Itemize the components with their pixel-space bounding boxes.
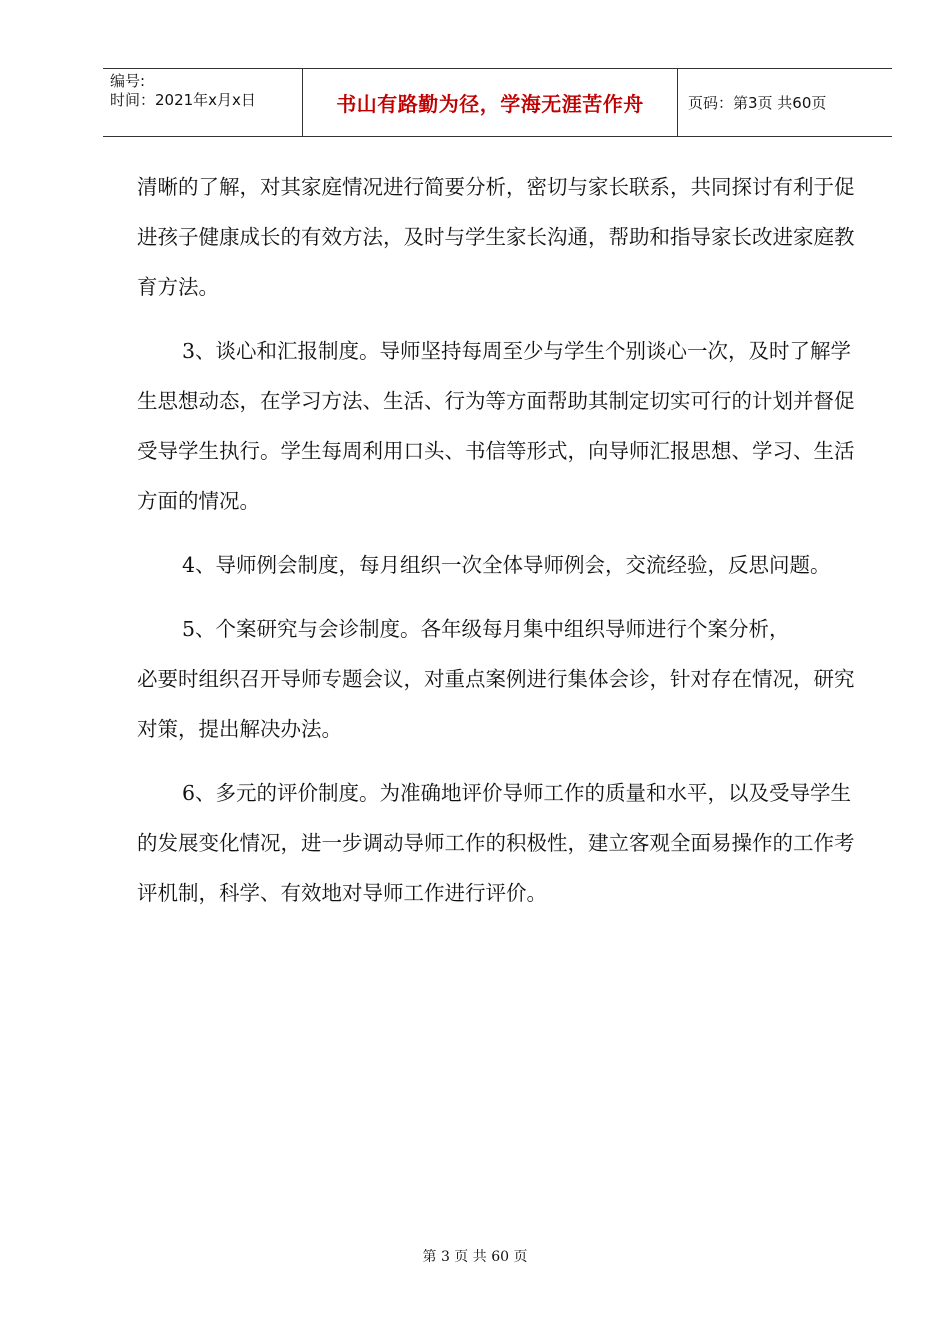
paragraph-4b: 必要时组织召开导师专题会议，对重点案例进行集体会诊，针对存在情况，研究对策，提出解决办法。	[137, 667, 855, 741]
document-body	[137, 162, 859, 918]
paragraph-4a: 5、个案研究与会诊制度。各年级每月集中组织导师进行个案分析，	[182, 617, 790, 641]
paragraph-3: 4、导师例会制度，每月组织一次全体导师例会，交流经验，反思问题。	[182, 553, 831, 577]
header-page-code: 页码：第3页 共60页	[688, 94, 827, 112]
paragraph-5: 6、多元的评价制度。为准确地评价导师工作的质量和水平，以及受导学生的发展变化情况，进一步调动导师工作的积极性，建立客观全面易操作的工作考评机制，科学、有效地对导师工作进行评价。	[137, 781, 855, 905]
header-motto: 书山有路勤为径，学海无涯苦作舟	[303, 69, 678, 136]
paragraph-1: 清晰的了解，对其家庭情况进行简要分析，密切与家长联系，共同探讨有利于促进孩子健康成长的有效方法，及时与学生家长沟通，帮助和指导家长改进家庭教育方法。	[137, 175, 855, 299]
paragraph-2: 3、谈心和汇报制度。导师坚持每周至少与学生个别谈心一次，及时了解学生思想动态，在学习方法、生活、行为等方面帮助其制定切实可行的计划并督促受导学生执行。学生每周利用口头、书信等形式，向导师汇报思想、学习、生活方面的情况。	[137, 339, 855, 513]
page-footer: 第 3 页 共 60 页	[422, 1249, 528, 1265]
page-header	[103, 68, 892, 137]
document-time-label: 时间：2021年x月x日	[110, 91, 256, 109]
document-number-label: 编号:	[110, 72, 146, 90]
header-meta	[103, 69, 303, 136]
